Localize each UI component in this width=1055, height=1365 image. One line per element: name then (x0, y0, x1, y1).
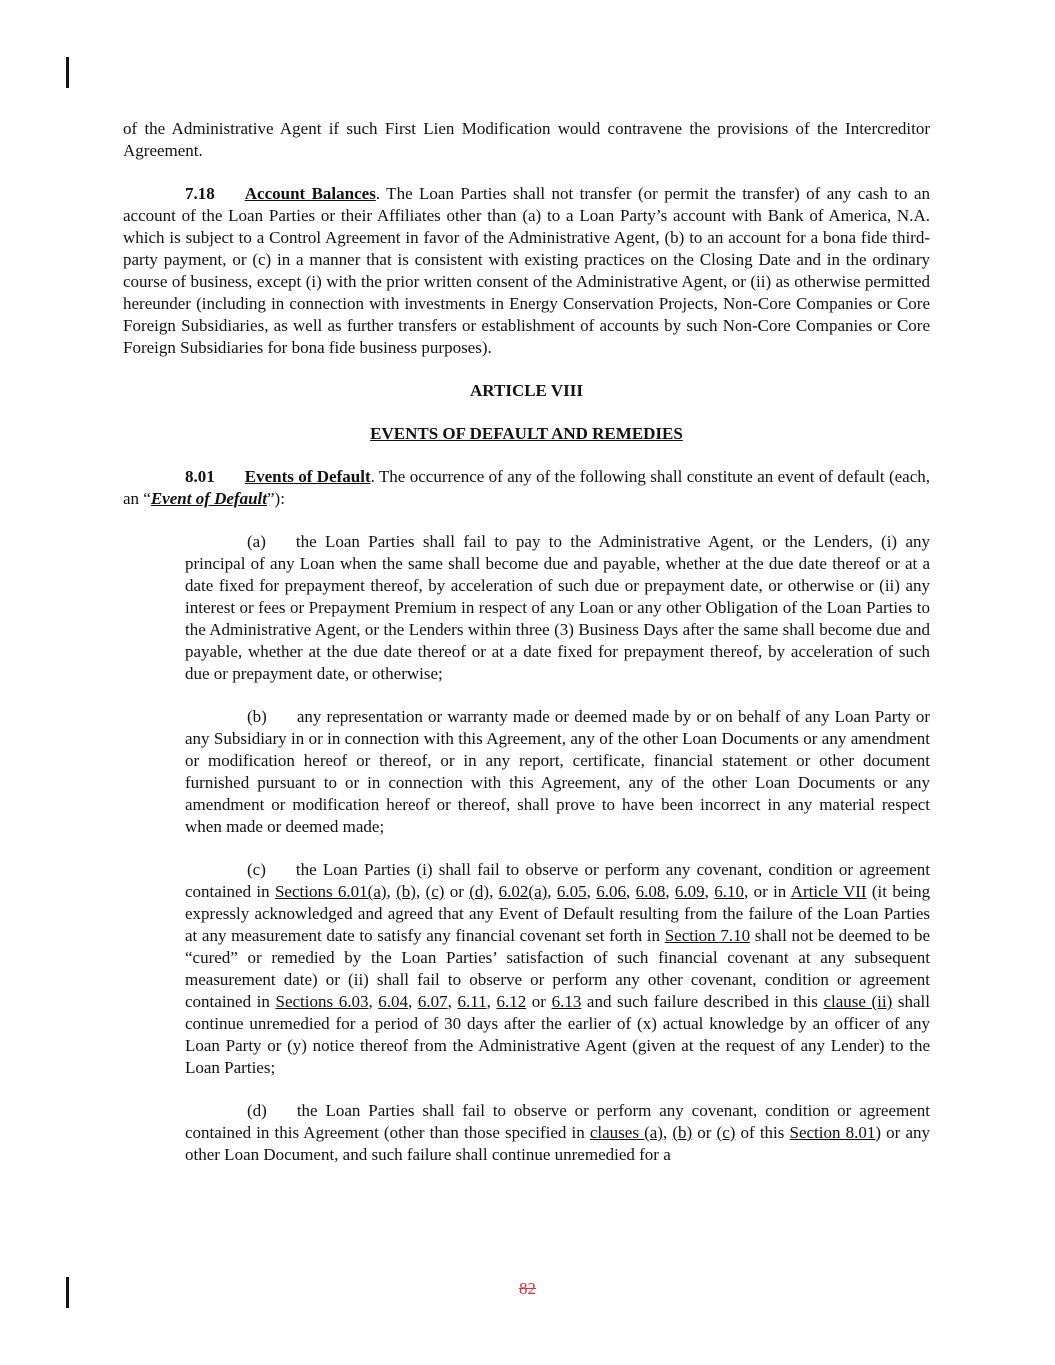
page-number: 82 (519, 1279, 536, 1298)
item-a: (a) the Loan Parties shall fail to pay to the Administrative Agent, or the Lenders, (i) any principal of any Loan when the same shall become due and payable, whether at the due date thereof or at a date fixed for prepayment thereof, by acceleration of such due or prepayment date, or otherwise or (ii) any interest or fees or Prepayment Premium in respect of any Loan or any other Obligation of the Loan Parties to the Administrative Agent, or the Lenders within three (3) Business Days after the same shall become due and payable, whether at the due date thereof or at a date fixed for prepayment thereof, by acceleration of such due or prepayment date, or otherwise; (185, 532, 930, 683)
paragraph-continuation: of the Administrative Agent if such First Lien Modification would contravene the provisions of the Intercreditor Agreement. (123, 119, 930, 160)
item-d: (d) the Loan Parties shall fail to observe or perform any covenant, condition or agreement contained in this Agreement (other than those specified in clauses (a), (b) or (c) of this Section 8.01) or any other Loan Document, and such failure shall continue unremedied for a (185, 1101, 930, 1164)
heading-article-viii: ARTICLE VIII (470, 381, 583, 400)
page-footer (0, 1278, 1055, 1300)
section-7-18-account-balances: 7.18 Account Balances. The Loan Parties shall not transfer (or permit the transfer) of any cash to an account of the Loan Parties or their Affiliates other than (a) to a Loan Party’s account with Bank of America, N.A. which is subject to a Control Agreement in favor of the Administrative Agent, (b) to an account for a bona fide third-party payment, or (c) in a manner that is consistent with existing practices on the Closing Date and in the ordinary course of business, except (i) with the prior written consent of the Administrative Agent, or (ii) as otherwise permitted hereunder (including in connection with investments in Energy Conservation Projects, Non-Core Companies or Core Foreign Subsidiaries, as well as further transfers or establishment of accounts by such Non-Core Companies or Core Foreign Subsidiaries for bona fide business purposes). (123, 184, 930, 357)
page-body (123, 118, 930, 1187)
item-c: (c) the Loan Parties (i) shall fail to observe or perform any covenant, condition or agreement contained in Sections 6.01(a), (b), (c) or (d), 6.02(a), 6.05, 6.06, 6.08, 6.09, 6.10, or in Article VII (it being expressly acknowledged and agreed that any Event of Default resulting from the failure of the Loan Parties at any measurement date to satisfy any financial covenant set forth in Section 7.10 shall not be deemed to be “cured” or remedied by the Loan Parties’ satisfaction of such financial covenant at any subsequent measurement date) or (ii) shall fail to observe or perform any other covenant, condition or agreement contained in Sections 6.03, 6.04, 6.07, 6.11, 6.12 or 6.13 and such failure described in this clause (ii) shall continue unremedied for a period of 30 days after the earlier of (x) actual knowledge by an officer of any Loan Party or (y) notice thereof from the Administrative Agent (given at the request of any Lender) to the Loan Parties; (185, 860, 931, 1077)
heading-events-of-default-and-remedies: EVENTS OF DEFAULT AND REMEDIES (370, 424, 683, 443)
change-bar-top (66, 57, 69, 88)
section-8-01-events-of-default: 8.01 Events of Default. The occurrence of any of the following shall constitute an event of default (each, an “Event of Default”): (123, 467, 930, 508)
item-b: (b) any representation or warranty made or deemed made by or on behalf of any Loan Party or any Subsidiary in or in connection with this Agreement, any of the other Loan Documents or any amendment or modification hereof or thereof, or in any report, certificate, financial statement or other document furnished pursuant to or in connection with this Agreement, any of the other Loan Documents or any amendment or modification hereof or thereof, shall prove to have been incorrect in any material respect when made or deemed made; (185, 707, 930, 836)
